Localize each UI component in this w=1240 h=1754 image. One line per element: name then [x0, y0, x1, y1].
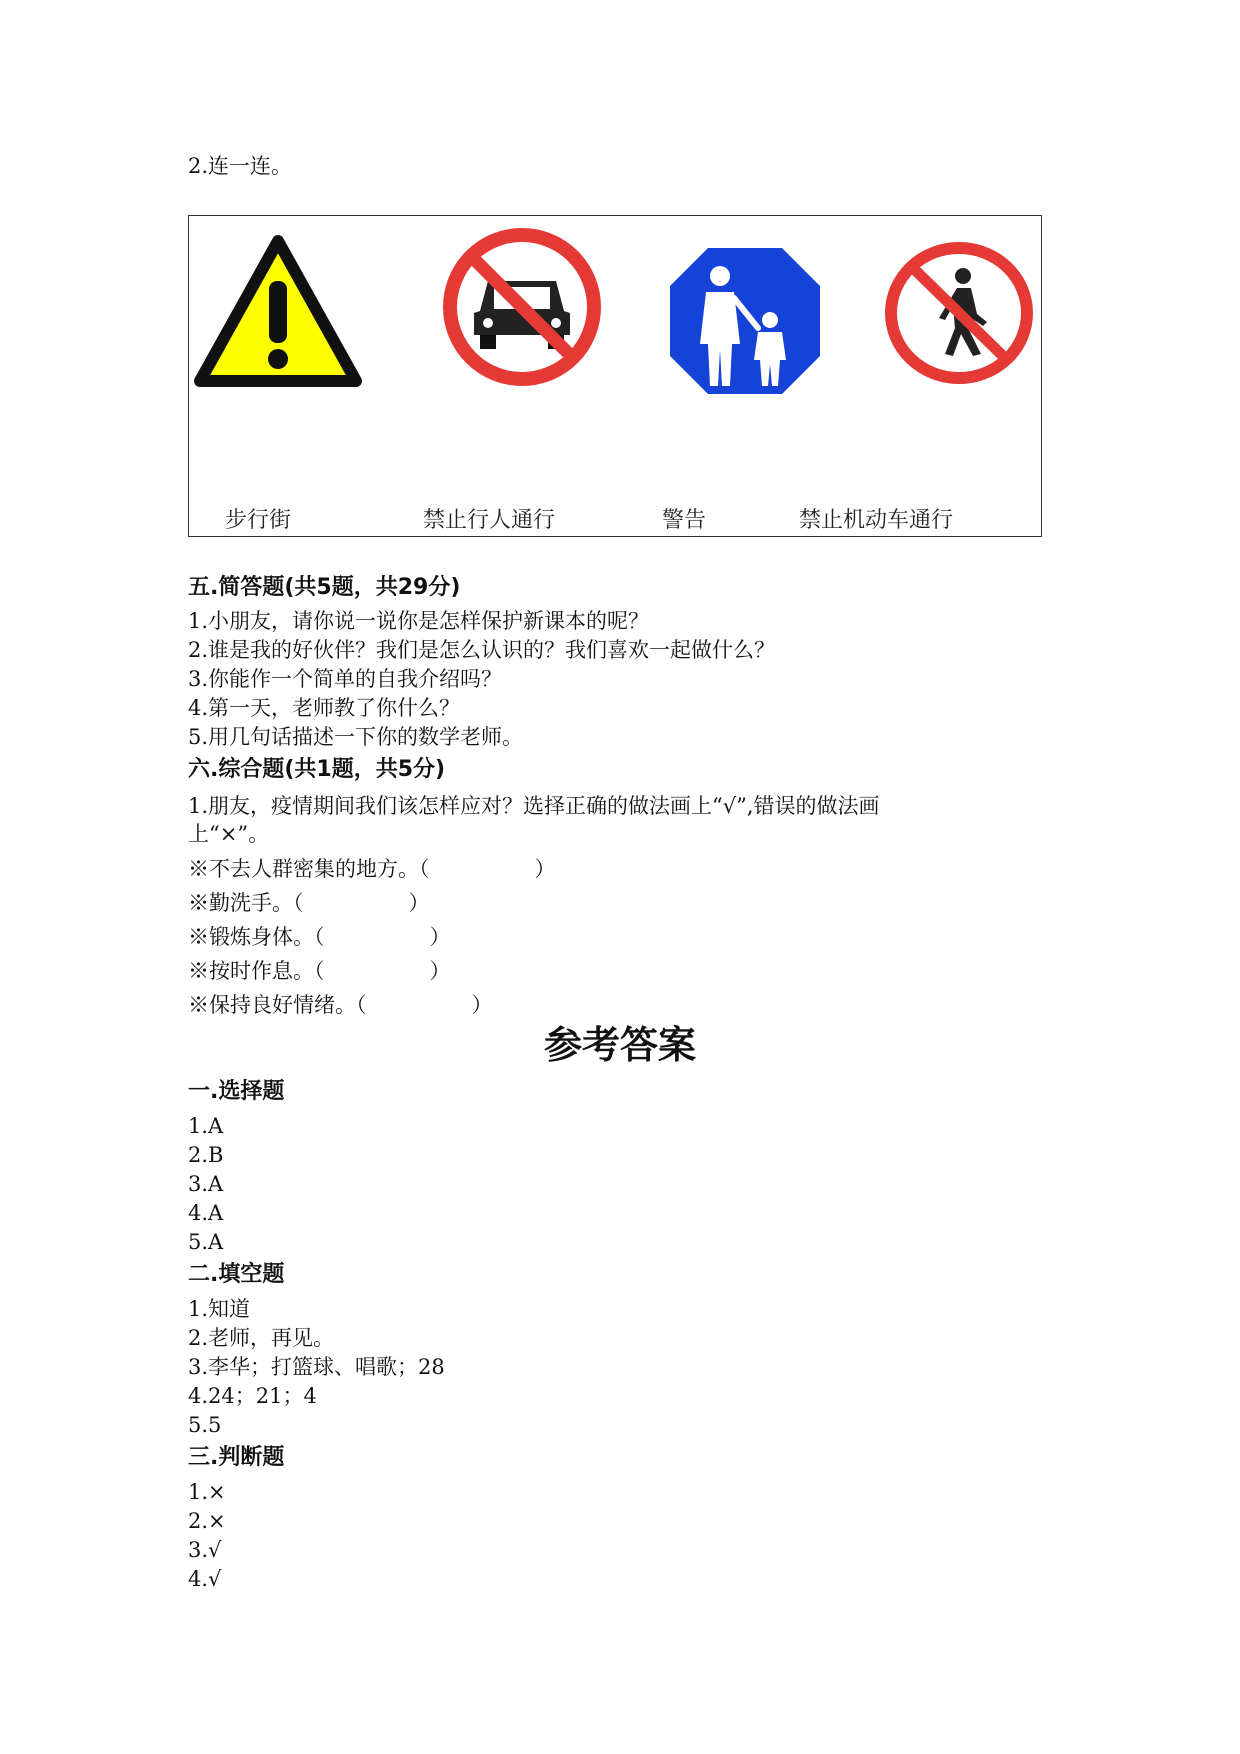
answers-part-2-item-4: 4.24；21；4: [188, 1384, 317, 1408]
answers-part-1-heading: 一.选择题: [188, 1079, 285, 1104]
section-5-item-1: 1.小朋友，请你说一说你是怎样保护新课本的呢？: [188, 609, 650, 633]
answers-title: 参考答案: [543, 1023, 696, 1067]
answers-part-3-item-2: 2.×: [188, 1509, 226, 1533]
answers-part-3-item-3: 3.√: [188, 1538, 222, 1562]
section-5-heading: 五.简答题(共5题，共29分): [188, 575, 461, 600]
sign-label-1: 步行街: [225, 508, 292, 533]
answers-part-2-item-3: 3.李华；打篮球、唱歌；28: [188, 1355, 445, 1379]
section-6-item-5: ※保持良好情绪。（ ）: [188, 993, 493, 1017]
answers-part-1-item-5: 5.A: [188, 1230, 224, 1254]
section-6-intro-line-1: 1.朋友，疫情期间我们该怎样应对？选择正确的做法画上“√”,错误的做法画: [188, 794, 880, 818]
no-motor-vehicles-icon: [440, 225, 604, 389]
answers-part-3-item-1: 1.×: [188, 1480, 226, 1504]
answers-part-3-item-4: 4.√: [188, 1567, 222, 1591]
sign-label-2: 禁止行人通行: [423, 508, 556, 533]
answers-part-3-heading: 三.判断题: [188, 1445, 285, 1470]
question-2-title: 2.连一连。: [188, 154, 293, 178]
sign-matching-box: [188, 215, 1042, 537]
answers-part-2-item-5: 5.5: [188, 1413, 222, 1437]
answers-part-1-item-2: 2.B: [188, 1143, 224, 1167]
section-5-item-4: 4.第一天，老师教了你什么？: [188, 696, 461, 720]
sign-label-4: 禁止机动车通行: [799, 508, 954, 533]
section-6-intro-line-2: 上“×”。: [188, 822, 270, 846]
section-6-item-3: ※锻炼身体。（ ）: [188, 925, 451, 949]
answers-part-1-item-3: 3.A: [188, 1172, 224, 1196]
section-6-item-1: ※不去人群密集的地方。（ ）: [188, 857, 556, 881]
answers-part-2-item-2: 2.老师，再见。: [188, 1326, 335, 1350]
answers-part-2-item-1: 1.知道: [188, 1297, 251, 1321]
no-pedestrians-icon: [881, 238, 1037, 388]
pedestrian-street-icon: [668, 246, 822, 396]
sign-label-3: 警告: [662, 508, 707, 533]
section-6-item-4: ※按时作息。（ ）: [188, 959, 451, 983]
section-5-item-2: 2.谁是我的好伙伴？我们是怎么认识的？我们喜欢一起做什么？: [188, 638, 776, 662]
section-6-heading: 六.综合题(共1题，共5分): [188, 757, 446, 782]
answers-part-2-heading: 二.填空题: [188, 1262, 285, 1287]
answers-part-1-item-1: 1.A: [188, 1114, 224, 1138]
section-5-item-3: 3.你能作一个简单的自我介绍吗？: [188, 667, 503, 691]
section-5-item-5: 5.用几句话描述一下你的数学老师。: [188, 725, 524, 749]
section-6-item-2: ※勤洗手。（ ）: [188, 891, 430, 915]
warning-triangle-icon: [192, 233, 364, 393]
answers-part-1-item-4: 4.A: [188, 1201, 224, 1225]
